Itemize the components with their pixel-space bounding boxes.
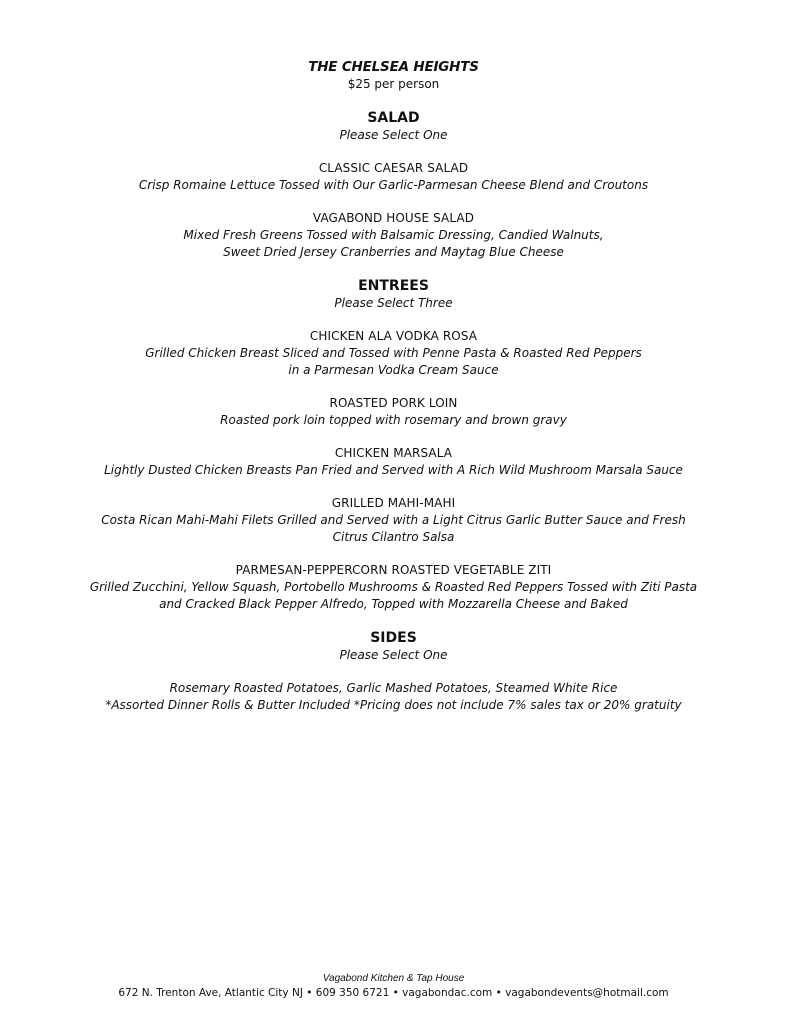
menu-item — [40, 562, 747, 613]
item-name: ROASTED PORK LOIN — [329, 396, 458, 410]
item-description: Lightly Dusted Chicken Breasts Pan Fried and Served with A Rich Wild Mushroom Marsala Sauce — [104, 463, 683, 477]
item-name: VAGABOND HOUSE SALAD — [312, 211, 475, 225]
sides-list — [40, 680, 747, 714]
entrees-heading: ENTREES — [358, 278, 429, 294]
entrees-section — [40, 277, 747, 613]
menu-item — [40, 445, 747, 479]
pricing-note: *Assorted Dinner Rolls & Butter Included *Pricing does not include 7% sales tax or 20% gratuity — [105, 698, 682, 712]
item-description: in a Parmesan Vodka Cream Sauce — [288, 363, 499, 377]
menu-title: THE CHELSEA HEIGHTS — [308, 59, 479, 75]
footer-business-name: Vagabond Kitchen & Tap House — [322, 973, 465, 984]
sides-instruction: Please Select One — [339, 648, 448, 662]
menu-item — [40, 395, 747, 429]
footer-contact-info: 672 N. Trenton Ave, Atlantic City NJ • 609 350 6721 • vagabondac.com • vagabondevents@hotmail.com — [118, 987, 669, 999]
item-description: Citrus Cilantro Salsa — [332, 530, 455, 544]
item-name: CHICKEN MARSALA — [334, 446, 453, 460]
menu-content — [40, 58, 747, 714]
salad-instruction: Please Select One — [339, 128, 448, 142]
item-description: Crisp Romaine Lettuce Tossed with Our Garlic-Parmesan Cheese Blend and Croutons — [138, 178, 649, 192]
item-name: PARMESAN-PEPPERCORN ROASTED VEGETABLE ZITI — [235, 563, 552, 577]
item-description: Mixed Fresh Greens Tossed with Balsamic Dressing, Candied Walnuts, — [183, 228, 604, 242]
item-description: Costa Rican Mahi-Mahi Filets Grilled and Served with a Light Citrus Garlic Butter Sauce and Fresh — [101, 513, 686, 527]
menu-item — [40, 495, 747, 546]
menu-price: $25 per person — [347, 77, 440, 91]
footer — [0, 972, 787, 1001]
item-name: CLASSIC CAESAR SALAD — [318, 161, 469, 175]
sides-heading: SIDES — [370, 630, 417, 646]
sides-options: Rosemary Roasted Potatoes, Garlic Mashed Potatoes, Steamed White Rice — [169, 681, 618, 695]
item-description: Sweet Dried Jersey Cranberries and Maytag Blue Cheese — [223, 245, 564, 259]
sides-section — [40, 629, 747, 714]
item-name: GRILLED MAHI-MAHI — [331, 496, 456, 510]
item-description: Roasted pork loin topped with rosemary and brown gravy — [220, 413, 567, 427]
menu-item — [40, 328, 747, 379]
item-description: Grilled Chicken Breast Sliced and Tossed with Penne Pasta & Roasted Red Peppers — [145, 346, 642, 360]
entrees-instruction: Please Select Three — [334, 296, 453, 310]
menu-item — [40, 160, 747, 194]
item-name: CHICKEN ALA VODKA ROSA — [309, 329, 478, 343]
item-description: and Cracked Black Pepper Alfredo, Topped with Mozzarella Cheese and Baked — [159, 597, 628, 611]
salad-heading: SALAD — [367, 110, 420, 126]
salad-section — [40, 109, 747, 261]
item-description: Grilled Zucchini, Yellow Squash, Portobello Mushrooms & Roasted Red Peppers Tossed with Ziti Pasta — [89, 580, 698, 594]
menu-item — [40, 210, 747, 261]
